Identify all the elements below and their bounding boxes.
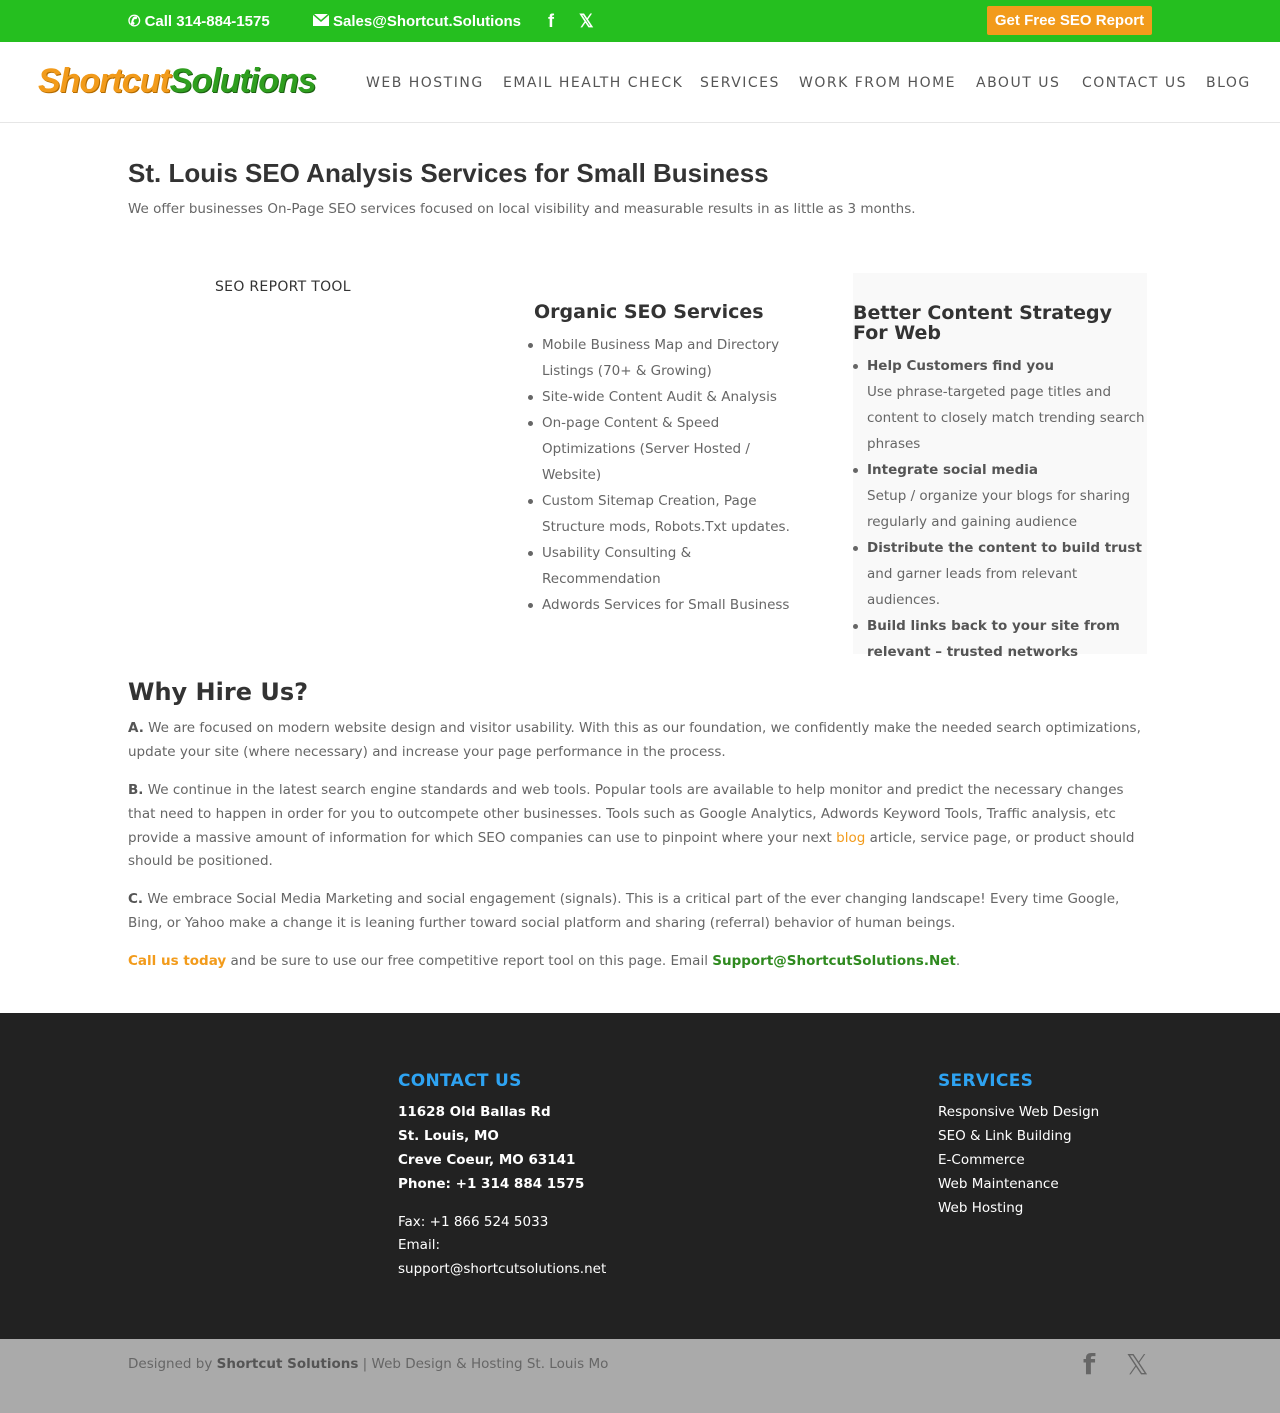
site-header <box>0 42 1280 123</box>
paragraph-label: A. <box>128 720 144 736</box>
nav-label: WORK FROM HOME <box>799 74 957 91</box>
paragraph-text: We are focused on modern website design and visitor usability. With this as our foundation, we confidently make the needed search optimizations, update your site (where necessary) and increase your page performance in the process. <box>128 720 1141 760</box>
seo-report-tool-label: SEO REPORT TOOL <box>215 279 351 295</box>
footer-address-line3: Creve Coeur, MO 63141 <box>398 1152 576 1168</box>
footer-email-label: Email: <box>398 1237 441 1253</box>
intro-text: We offer businesses On-Page SEO services focused on local visibility and measurable results in as little as 3 months. <box>128 201 916 217</box>
get-seo-report-button[interactable]: Get Free SEO Report <box>987 6 1152 35</box>
credit-tagline: | Web Design & Hosting St. Louis Mo <box>358 1356 609 1372</box>
call-us-today-link[interactable]: Call us today <box>128 953 227 969</box>
nav-blog[interactable] <box>1206 42 1251 123</box>
nav-web-hosting[interactable] <box>366 42 484 123</box>
item-text: Setup / organize your blogs for sharing regularly and gaining audience <box>867 488 1131 530</box>
facebook-icon[interactable]: f <box>1083 1348 1096 1381</box>
list-item <box>867 353 1147 457</box>
paragraph-label: B. <box>128 782 144 798</box>
footer-contact-title: CONTACT US <box>398 1071 522 1091</box>
site-logo[interactable] <box>38 62 316 102</box>
footer-fax: Fax: +1 866 524 5033 <box>398 1214 549 1230</box>
footer-address-line1: 11628 Old Ballas Rd <box>398 1104 551 1120</box>
item-heading: Help Customers find you <box>867 358 1055 374</box>
support-email-link[interactable]: Support@ShortcutSolutions.Net <box>712 953 956 969</box>
nav-label: EMAIL HEALTH CHECK <box>503 74 684 91</box>
blog-link[interactable]: blog <box>836 829 866 846</box>
footer-service-link[interactable]: Web Maintenance <box>938 1176 1059 1192</box>
why-hire-us-title: Why Hire Us? <box>128 678 309 706</box>
list-item: Adwords Services for Small Business <box>542 592 802 618</box>
paragraph-text: We embrace Social Media Marketing and social engagement (signals). This is a critical part of the ever changing landscape! Every time Google, Bing, or Yahoo make a change it is leaning further toward social platform and sharing (referral) behavior of human beings. <box>128 891 1120 931</box>
page-title: St. Louis SEO Analysis Services for Small Business <box>128 158 769 188</box>
footer-service-link[interactable]: SEO & Link Building <box>938 1128 1072 1144</box>
item-text: and garner leads from relevant audiences. <box>867 566 1078 608</box>
top-bar <box>0 0 1280 42</box>
nav-about-us[interactable] <box>976 42 1060 123</box>
nav-work-from-home[interactable] <box>799 42 956 123</box>
logo-part1: Shortcut <box>38 62 170 100</box>
list-item <box>867 613 1147 665</box>
phone-text: Call 314-884-1575 <box>144 12 270 30</box>
phone-icon: ✆ <box>128 13 141 30</box>
period: . <box>955 953 961 969</box>
paragraph-text: We continue in the latest search engine standards and web tools. Popular tools are available to help monitor and predict the necessary changes that need to happen in order for you to outcompete other businesses. Tools such as Google Analytics, Adwords Keyword Tools, Traffic analysis, etc provide a massive amount of information for which SEO companies can use to pinpoint where your next <box>128 782 1124 846</box>
item-text: Use phrase-targeted page titles and content to closely match trending search phrases <box>867 384 1145 452</box>
organic-seo-title: Organic SEO Services <box>534 301 764 323</box>
nav-label: ABOUT US <box>976 74 1061 91</box>
credit-company-link[interactable]: Shortcut Solutions <box>216 1356 359 1372</box>
content-strategy-list <box>867 353 1147 665</box>
nav-services[interactable] <box>700 42 780 123</box>
email-link[interactable] <box>313 0 521 42</box>
footer-service-link[interactable]: Responsive Web Design <box>938 1104 1100 1120</box>
list-item <box>867 535 1147 613</box>
paragraph-text: article, service page, or product should should be positioned. <box>128 829 1135 870</box>
nav-contact-us[interactable] <box>1082 42 1187 123</box>
why-paragraph-b <box>128 779 1150 874</box>
why-paragraph-c <box>128 888 1150 936</box>
item-heading: Integrate social media <box>867 462 1038 478</box>
email-text: Sales@Shortcut.Solutions <box>333 12 521 30</box>
item-heading: Build links back to your site from relevant – trusted networks <box>867 618 1120 660</box>
nav-email-health-check[interactable] <box>503 42 683 123</box>
call-to-action-paragraph <box>128 950 1150 974</box>
phone-link[interactable] <box>128 0 270 42</box>
logo-part2: Solutions <box>169 62 316 100</box>
footer-service-link[interactable]: Web Hosting <box>938 1200 1024 1216</box>
list-item: Mobile Business Map and Directory Listings (70+ & Growing) <box>542 332 802 384</box>
list-item <box>867 457 1147 535</box>
list-item: Site-wide Content Audit & Analysis <box>542 384 802 410</box>
item-heading: Distribute the content to build trust <box>867 540 1142 556</box>
x-icon[interactable]: 𝕏 <box>1126 1348 1149 1381</box>
footer-address-line2: St. Louis, MO <box>398 1128 499 1144</box>
why-paragraph-a <box>128 717 1150 765</box>
nav-label: BLOG <box>1206 74 1251 91</box>
list-item: Usability Consulting & Recommendation <box>542 540 802 592</box>
facebook-icon[interactable]: f <box>548 10 554 31</box>
paragraph-text: and be sure to use our free competitive report tool on this page. Email <box>226 953 713 969</box>
nav-label: SERVICES <box>700 74 780 91</box>
footer-services-title: SERVICES <box>938 1071 1034 1091</box>
envelope-icon <box>313 13 329 30</box>
nav-label: WEB HOSTING <box>366 74 484 91</box>
nav-label: CONTACT US <box>1082 74 1187 91</box>
x-icon[interactable]: 𝕏 <box>579 10 594 31</box>
list-item: Custom Sitemap Creation, Page Structure mods, Robots.Txt updates. <box>542 488 802 540</box>
content-strategy-title: Better Content Strategy For Web <box>853 302 1113 344</box>
footer-service-link[interactable]: E-Commerce <box>938 1152 1025 1168</box>
list-item: On-page Content & Speed Optimizations (Server Hosted / Website) <box>542 410 802 488</box>
site-footer <box>0 1013 1280 1339</box>
footer-email-link[interactable]: support@shortcutsolutions.net <box>398 1261 607 1277</box>
organic-seo-list <box>542 332 802 618</box>
credit-prefix: Designed by <box>128 1356 217 1372</box>
footer-phone: Phone: +1 314 884 1575 <box>398 1176 585 1192</box>
footer-credit <box>128 1356 608 1372</box>
paragraph-label: C. <box>128 891 144 907</box>
